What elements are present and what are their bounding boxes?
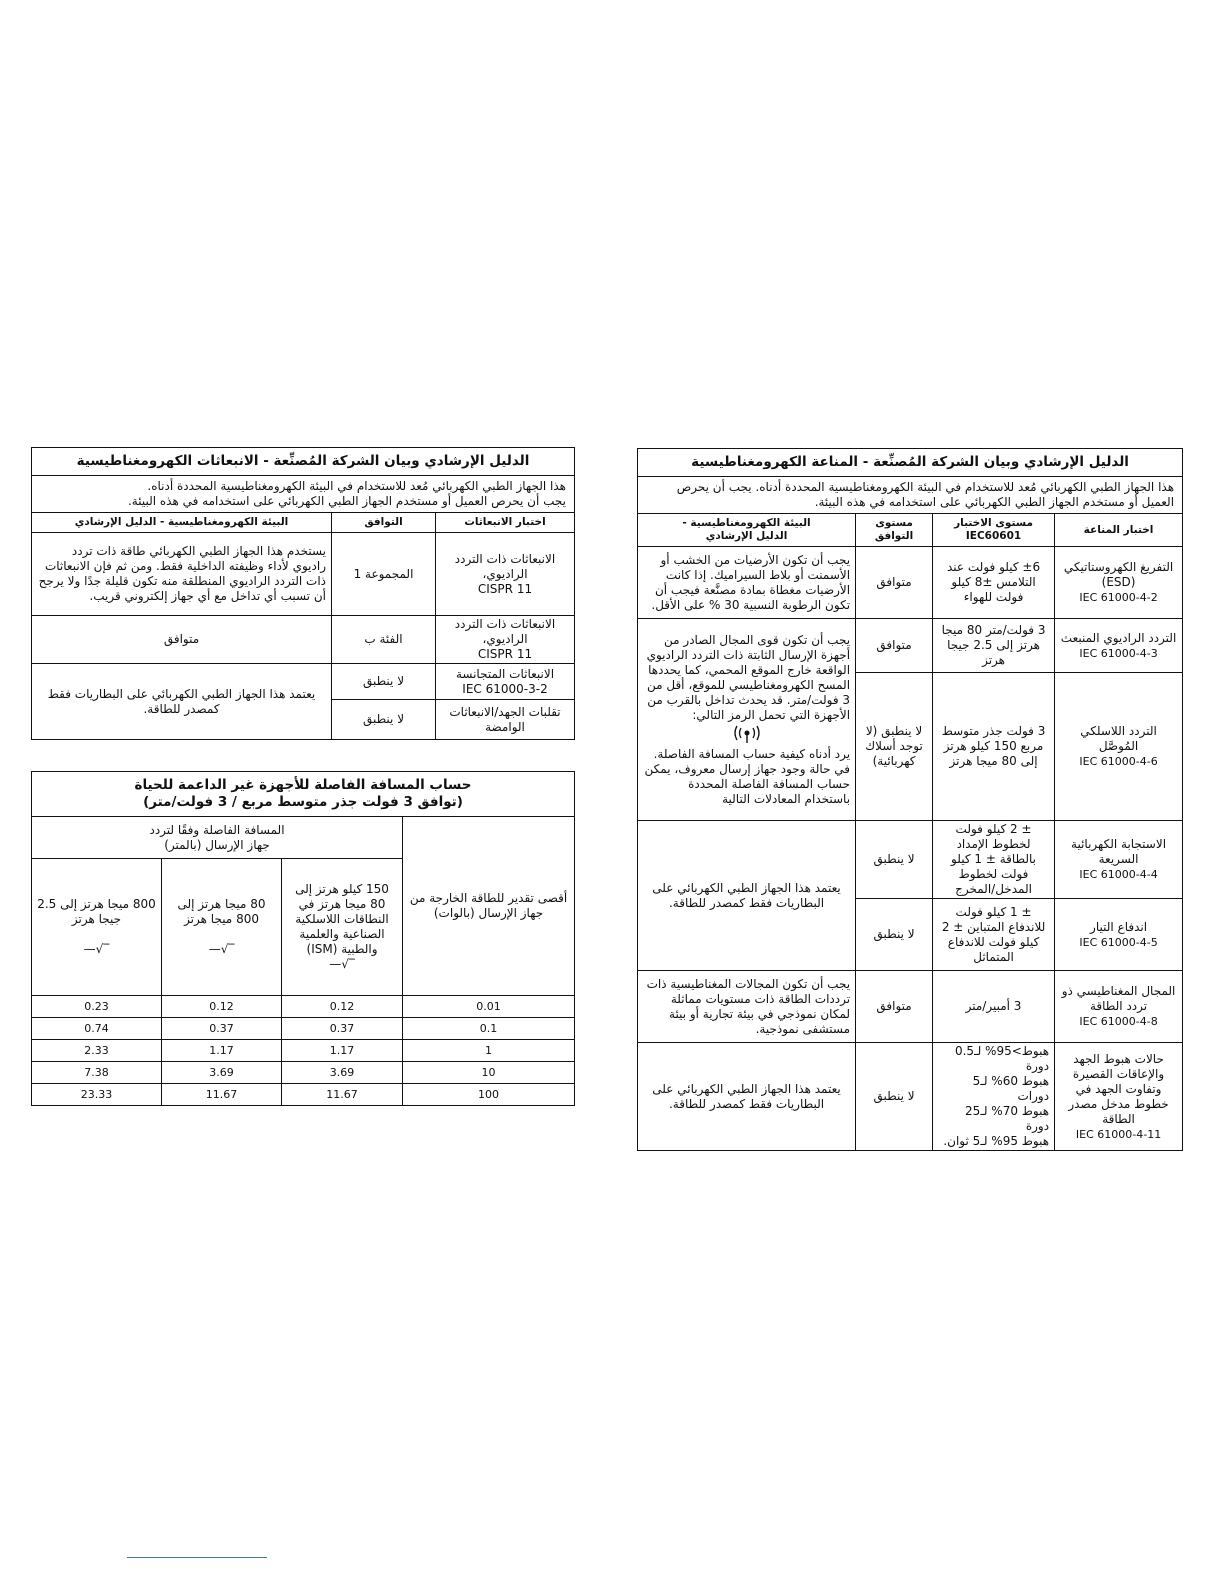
table-cell: يجب أن تكون الأرضيات من الخشب أو الأسمنت أو بلاط السيراميك. إذا كانت الأرضيات مغطاة بمادة مصنَّعة فيجب أن تكون الرطوبة النسبية 30 % على الأقل. [638, 547, 856, 619]
table-cell: المجال المغناطيسي ذو تردد الطاقة IEC 61000-4-8 [1055, 971, 1183, 1043]
distance-title: حساب المسافة الفاصلة للأجهزة غير الداعمة للحياة (توافق 3 فولت جذر متوسط مربع / 3 فولت/متر) [32, 772, 575, 817]
table-cell: 1.17 [282, 1040, 403, 1062]
table-cell: يعتمد هذا الجهاز الطبي الكهربائي على البطاريات فقط كمصدر للطاقة. [638, 821, 856, 971]
footer-rule [127, 1557, 267, 1558]
table-cell: متوافق [32, 616, 332, 664]
emissions-table [31, 447, 575, 740]
table-cell: متوافق [856, 971, 933, 1043]
table-cell: يجب أن تكون قوى المجال الصادر من أجهزة الإرسال الثابتة ذات التردد الراديوي الواقعة خارج الموقع المحمي، كما يحددها المسح الكهرومغناطيسي للموقع، أقل من 3 فولت/متر. قد يحدث تداخل بالقرب من الأجهزة التي تحمل الرمز التالي: يرد أدناه كيفية حساب المسافة الفاصلة. في حالة وجود جهاز إرسال معروف، يمكن حساب المسافة الفاصلة المحددة باستخدام المعادلات التالية [638, 619, 856, 821]
table-cell: الانبعاثات ذات التردد الراديوي، CISPR 11 [436, 616, 575, 664]
table-cell: 0.37 [162, 1018, 282, 1040]
header-compliance: التوافق [332, 513, 436, 533]
table-cell: ± 1 كيلو فولت للاندفاع المتباين ± 2 كيلو فولت للاندفاع المتماثل [933, 899, 1055, 971]
header-environment: البيئة الكهرومغناطيسية - الدليل الإرشادي [638, 514, 856, 547]
table-cell: يجب أن تكون المجالات المغناطيسية ذات ترددات الطاقة ذات مستويات مماثلة لمكان نموذجي في بيئة تجارية أو بيئة مستشفى نموذجية. [638, 971, 856, 1043]
table-cell: متوافق [856, 547, 933, 619]
header-compliance-level: مستوى التوافق [856, 514, 933, 547]
table-cell: 1.17 [162, 1040, 282, 1062]
table-cell: اندفاع التيار IEC 61000-4-5 [1055, 899, 1183, 971]
table-cell: المجموعة 1 [332, 533, 436, 616]
header-immunity-test: اختبار المناعة [1055, 514, 1183, 547]
table-row [32, 1018, 575, 1040]
table-cell: لا ينطبق [856, 821, 933, 899]
table-cell: لا ينطبق (لا توجد أسلاك كهربائية) [856, 673, 933, 821]
radio-transmitter-icon [730, 725, 764, 745]
emissions-title: الدليل الإرشادي وبيان الشركة المُصنِّعة - الانبعاثات الكهرومغناطيسية [32, 448, 575, 476]
table-row [32, 1084, 575, 1106]
emissions-intro [32, 476, 575, 513]
table-cell: لا ينطبق [856, 899, 933, 971]
table-cell: 1 [403, 1040, 575, 1062]
table-cell: 3.69 [162, 1062, 282, 1084]
table-cell: يعتمد هذا الجهاز الطبي الكهربائي على البطاريات فقط كمصدر للطاقة. [32, 664, 332, 740]
distance-group-header: المسافة الفاصلة وفقًا لتردد جهاز الإرسال (بالمتر) [32, 817, 403, 859]
table-cell: الفئة ب [332, 616, 436, 664]
immunity-title: الدليل الإرشادي وبيان الشركة المُصنِّعة - المناعة الكهرومغناطيسية [638, 449, 1183, 477]
table-cell: 3 فولت جذر متوسط مربع 150 كيلو هرتز إلى 80 ميجا هرتز [933, 673, 1055, 821]
table-cell: هبوط>95% لـ0.5 دورة هبوط 60% لـ5 دورات هبوط 70% لـ25 دورة هبوط 95% لـ5 ثوان. [933, 1043, 1055, 1151]
table-cell: التردد الراديوي المنبعث IEC 61000-4-3 [1055, 619, 1183, 673]
table-cell: لا ينطبق [332, 664, 436, 700]
table-cell: 10 [403, 1062, 575, 1084]
immunity-table [637, 448, 1183, 1151]
table-cell: لا ينطبق [332, 700, 436, 740]
table-row [32, 1062, 575, 1084]
table-cell: 0.12 [162, 996, 282, 1018]
table-cell: الانبعاثات المتجانسة IEC 61000-3-2 [436, 664, 575, 700]
table-row [32, 996, 575, 1018]
emissions-intro-line1: هذا الجهاز الطبي الكهربائي مُعد للاستخدام في البيئة الكهرومغناطيسية المحددة أدناه. [147, 479, 566, 493]
table-cell: 0.01 [403, 996, 575, 1018]
table-cell: يعتمد هذا الجهاز الطبي الكهربائي على البطاريات فقط كمصدر للطاقة. [638, 1043, 856, 1151]
power-header: أقصى تقدير للطاقة الخارجة من جهاز الإرسال (بالوات) [403, 817, 575, 996]
table-cell: متوافق [856, 619, 933, 673]
table-cell: 0.1 [403, 1018, 575, 1040]
header-emissions-test: اختبار الانبعاثات [436, 513, 575, 533]
header-test-level: مستوى الاختبار IEC60601 [933, 514, 1055, 547]
table-cell: الانبعاثات ذات التردد الراديوي، CISPR 11 [436, 533, 575, 616]
table-cell: ± 2 كيلو فولت لخطوط الإمداد بالطاقة ± 1 كيلو فولت لخطوط المدخل/المخرج [933, 821, 1055, 899]
immunity-intro: هذا الجهاز الطبي الكهربائي مُعد للاستخدام في البيئة الكهرومغناطيسية المحددة أدناه. يجب أن يحرص العميل أو مستخدم الجهاز الطبي الكهربائي على استخدامه في هذه البيئة. [638, 477, 1183, 514]
table-cell: ±6 كيلو فولت عند التلامس ±8 كيلو فولت للهواء [933, 547, 1055, 619]
table-cell: 100 [403, 1084, 575, 1106]
table-row [32, 1040, 575, 1062]
table-cell: 3 أمبير/متر [933, 971, 1055, 1043]
table-cell: 23.33 [32, 1084, 162, 1106]
table-cell: 0.74 [32, 1018, 162, 1040]
col-80-800-header: 80 ميجا هرتز إلى 800 ميجا هرتز —√‾ [162, 859, 282, 996]
distance-table [31, 771, 575, 1106]
table-cell: 0.12 [282, 996, 403, 1018]
table-cell: حالات هبوط الجهد والإعاقات القصيرة وتفاوت الجهد في خطوط مدخل مصدر الطاقة IEC 61000-4-11 [1055, 1043, 1183, 1151]
table-cell: لا ينطبق [856, 1043, 933, 1151]
table-cell: التفريغ الكهروستاتيكي (ESD) IEC 61000-4-2 [1055, 547, 1183, 619]
table-cell: تقلبات الجهد/الانبعاثات الوامضة [436, 700, 575, 740]
table-cell: 11.67 [162, 1084, 282, 1106]
emissions-intro-line2: يجب أن يحرص العميل أو مستخدم الجهاز الطبي الكهربائي على استخدامه في هذه البيئة. [127, 494, 566, 508]
header-environment: البيئة الكهرومغناطيسية - الدليل الإرشادي [32, 513, 332, 533]
table-cell: 2.33 [32, 1040, 162, 1062]
table-cell: التردد اللاسلكي المُوصَّل IEC 61000-4-6 [1055, 673, 1183, 821]
col-800-2500-header: 800 ميجا هرتز إلى 2.5 جيجا هرتز —√‾ [32, 859, 162, 996]
table-cell: 0.23 [32, 996, 162, 1018]
table-cell: 3 فولت/متر 80 ميجا هرتز إلى 2.5 جيجا هرتز [933, 619, 1055, 673]
table-cell: 3.69 [282, 1062, 403, 1084]
table-cell: 11.67 [282, 1084, 403, 1106]
col-ism-header: 150 كيلو هرتز إلى 80 ميجا هرتز في النطاقات اللاسلكية الصناعية والعلمية والطبية (ISM) —√‾ [282, 859, 403, 996]
table-cell: 7.38 [32, 1062, 162, 1084]
table-cell: الاستجابة الكهربائية السريعة IEC 61000-4-4 [1055, 821, 1183, 899]
table-cell: 0.37 [282, 1018, 403, 1040]
table-cell: يستخدم هذا الجهاز الطبي الكهربائي طاقة ذات تردد راديوي لأداء وظيفته الداخلية فقط. ومن ثم فإن الانبعاثات ذات التردد الراديوي المنطلقة منه تكون قليلة جدًا ولا يرجح أن تسبب أي تداخل مع أي جهاز إلكتروني قريب. [32, 533, 332, 616]
